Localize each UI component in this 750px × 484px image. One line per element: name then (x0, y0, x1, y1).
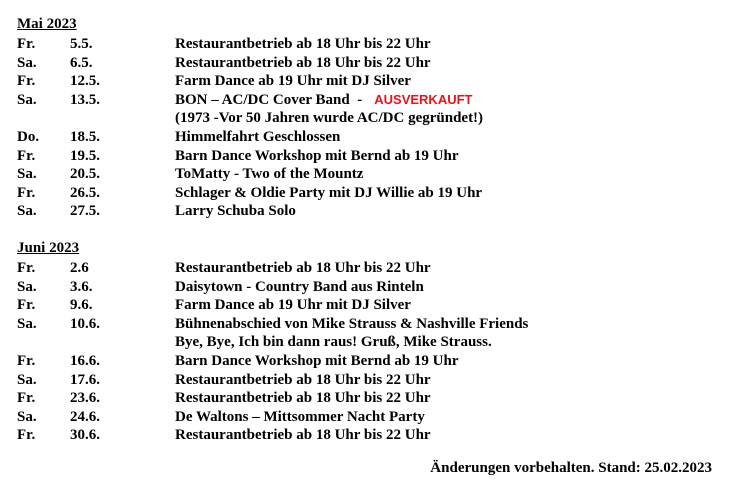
schedule-row (0, 296, 750, 314)
schedule-row (0, 259, 750, 277)
row-event (175, 259, 431, 277)
row-event-text: Restaurantbetrieb ab 18 Uhr bis 22 Uhr (175, 260, 431, 276)
schedule-row (0, 202, 750, 220)
row-date: 12.5. (70, 73, 100, 90)
schedule-row (0, 389, 750, 407)
row-day: Sa. (17, 203, 37, 220)
row-event-text: Restaurantbetrieb ab 18 Uhr bis 22 Uhr (175, 54, 431, 71)
row-day: Fr. (17, 147, 36, 164)
schedule-row (0, 278, 750, 296)
schedule-row (0, 408, 750, 426)
row-day: Fr. (17, 427, 36, 444)
sold-out-badge: AUSVERKAUFT (374, 91, 473, 107)
row-date: 17.6. (70, 371, 100, 388)
row-event-text: BON – AC/DC Cover Band - (175, 91, 363, 108)
schedule-row (0, 72, 750, 90)
footer-note: Änderungen vorbehalten. Stand: 25.02.2023 (430, 460, 712, 476)
row-day: Fr. (17, 260, 36, 276)
row-event (175, 352, 459, 370)
row-day: Sa. (17, 54, 37, 71)
row-event (175, 91, 472, 109)
row-day: Sa. (17, 166, 37, 183)
schedule-row (0, 147, 750, 165)
row-date: 16.6. (70, 353, 100, 369)
row-event (175, 389, 431, 407)
row-date: 24.6. (70, 408, 100, 425)
row-event (175, 184, 482, 202)
row-event-text: Himmelfahrt Geschlossen (175, 129, 341, 145)
row-event-text: Restaurantbetrieb ab 18 Uhr bis 22 Uhr (175, 390, 431, 407)
schedule-row (0, 91, 750, 109)
row-event (175, 165, 363, 183)
schedule-row (0, 426, 750, 444)
schedule-row (0, 352, 750, 370)
row-event-text: Restaurantbetrieb ab 18 Uhr bis 22 Uhr (175, 371, 431, 388)
row-day: Fr. (17, 353, 36, 369)
row-day: Fr. (17, 390, 36, 407)
row-event-text: Schlager & Oldie Party mit DJ Willie ab 19 Uhr (175, 184, 483, 201)
row-event (175, 128, 340, 146)
month-heading-mai: Mai 2023 (17, 16, 77, 32)
schedule-row (0, 54, 750, 72)
row-day: Fr. (17, 36, 36, 52)
schedule-row (0, 35, 750, 53)
row-date: 18.5. (70, 129, 100, 145)
row-event (175, 333, 492, 351)
row-event (175, 278, 424, 296)
row-event-text: Larry Schuba Solo (175, 203, 296, 220)
row-day: Sa. (17, 91, 37, 108)
row-event (175, 147, 459, 165)
row-event-text: Barn Dance Workshop mit Bernd ab 19 Uhr (175, 147, 459, 164)
schedule-row (0, 333, 750, 351)
row-event-text: Farm Dance ab 19 Uhr mit DJ Silver (175, 73, 411, 90)
row-day: Do. (17, 129, 40, 145)
schedule-row (0, 184, 750, 202)
row-day: Sa. (17, 408, 37, 425)
row-event-text: ToMatty - Two of the Mountz (175, 166, 364, 183)
row-day: Sa. (17, 315, 37, 332)
row-date: 10.6. (70, 315, 100, 332)
row-day: Sa. (17, 371, 37, 388)
row-event (175, 72, 411, 90)
row-date: 26.5. (70, 184, 100, 201)
row-date: 5.5. (70, 36, 93, 52)
month-heading-juni: Juni 2023 (17, 240, 80, 256)
row-day: Fr. (17, 73, 36, 90)
row-event-text: Farm Dance ab 19 Uhr mit DJ Silver (175, 297, 411, 314)
schedule-row (0, 371, 750, 389)
row-event-text: Daisytown - Country Band aus Rinteln (175, 278, 424, 295)
row-date: 30.6. (70, 427, 100, 444)
row-event (175, 426, 431, 444)
row-date: 19.5. (70, 147, 100, 164)
row-event (175, 54, 431, 72)
row-event-text: (1973 -Vor 50 Jahren wurde AC/DC gegründet!) (175, 110, 484, 127)
row-event (175, 371, 431, 389)
row-day: Fr. (17, 297, 36, 314)
row-date: 9.6. (70, 297, 93, 314)
row-event-text: De Waltons – Mittsommer Nacht Party (175, 408, 425, 425)
row-event (175, 408, 425, 426)
row-event-text: Restaurantbetrieb ab 18 Uhr bis 22 Uhr (175, 427, 431, 444)
row-event (175, 202, 296, 220)
row-date: 27.5. (70, 203, 100, 220)
row-date: 20.5. (70, 166, 100, 183)
schedule-row (0, 315, 750, 333)
row-event (175, 296, 411, 314)
schedule-row (0, 128, 750, 146)
row-event (175, 35, 431, 53)
row-event-text: Bühnenabschied von Mike Strauss & Nashville Friends (175, 315, 529, 332)
schedule-row (0, 165, 750, 183)
row-event (175, 109, 483, 127)
row-event-text: Bye, Bye, Ich bin dann raus! Gruß, Mike Strauss. (175, 334, 492, 351)
row-date: 6.5. (70, 54, 93, 71)
row-day: Fr. (17, 184, 36, 201)
row-day: Sa. (17, 278, 37, 295)
row-date: 23.6. (70, 390, 100, 407)
row-event (175, 315, 528, 333)
row-date: 13.5. (70, 91, 100, 108)
row-event-text: Restaurantbetrieb ab 18 Uhr bis 22 Uhr (175, 36, 431, 52)
row-date: 3.6. (70, 278, 93, 295)
row-event-text: Barn Dance Workshop mit Bernd ab 19 Uhr (175, 353, 459, 369)
schedule-row (0, 109, 750, 127)
row-date: 2.6 (70, 260, 89, 276)
